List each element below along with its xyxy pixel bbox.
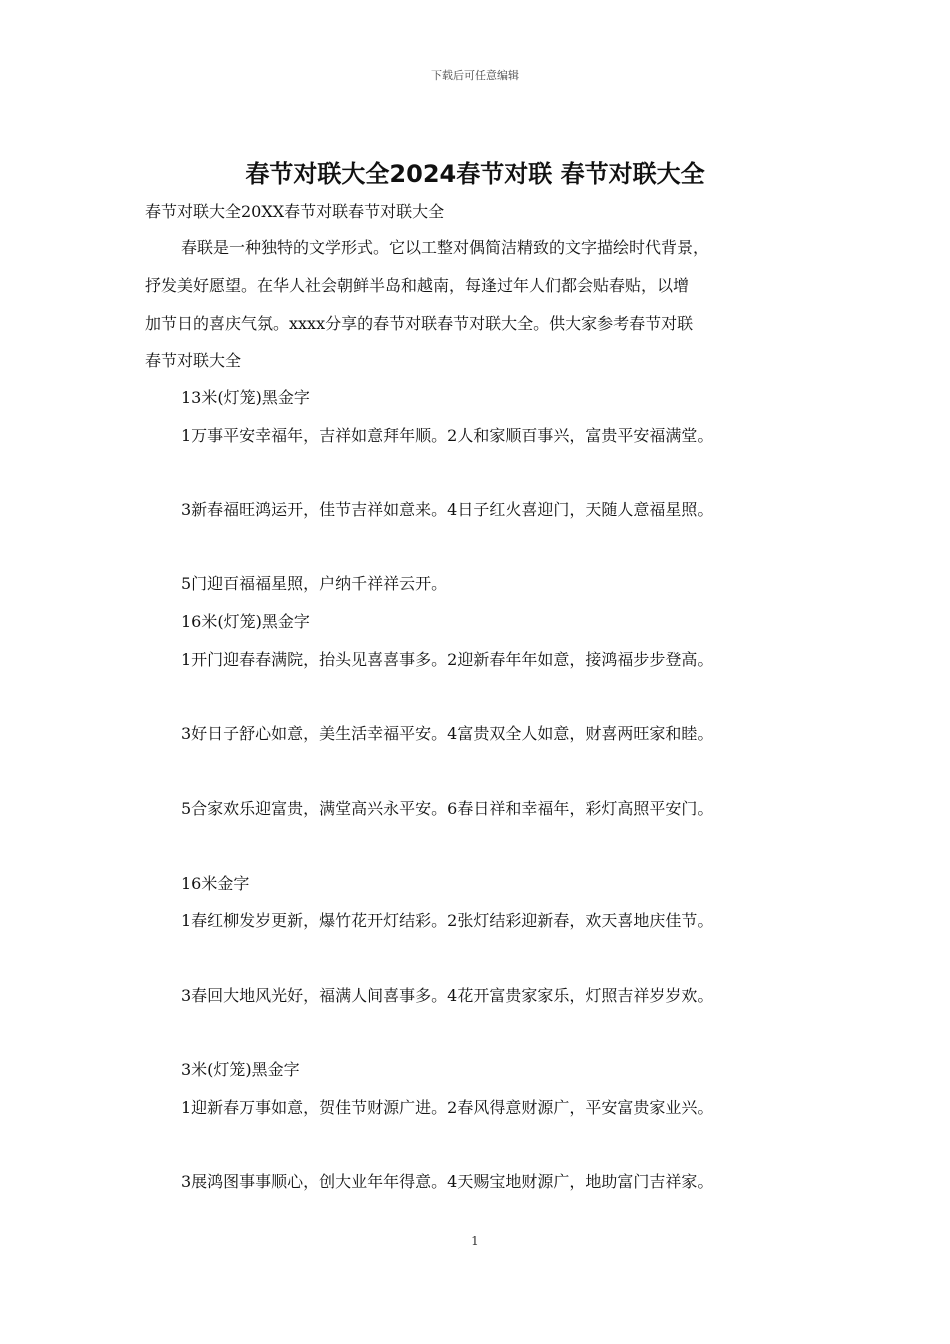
section-heading: 3米(灯笼)黑金字 bbox=[181, 1060, 300, 1079]
section-heading: 16米金字 bbox=[181, 874, 250, 893]
couplet-line: 5门迎百福福星照，户纳千祥祥云开。 bbox=[181, 574, 448, 593]
couplet-line: 3新春福旺鸿运开，佳节吉祥如意来。4日子红火喜迎门，天随人意福星照。 bbox=[181, 500, 714, 519]
section-heading: 13米(灯笼)黑金字 bbox=[181, 388, 310, 407]
section-heading: 16米(灯笼)黑金字 bbox=[181, 612, 310, 631]
couplet-line: 1迎新春万事如意，贺佳节财源广进。2春风得意财源广，平安富贵家业兴。 bbox=[181, 1098, 714, 1117]
couplet-line: 1万事平安幸福年，吉祥如意拜年顺。2人和家顺百事兴，富贵平安福满堂。 bbox=[181, 426, 714, 445]
intro-line: 春联是一种独特的文学形式。它以工整对偶简洁精致的文字描绘时代背景， bbox=[181, 238, 710, 257]
page-header-note: 下载后可任意编辑 bbox=[431, 69, 519, 82]
couplet-line: 5合家欢乐迎富贵，满堂高兴永平安。6春日祥和幸福年，彩灯高照平安门。 bbox=[181, 799, 714, 818]
couplet-line: 3春回大地风光好，福满人间喜事多。4花开富贵家家乐，灯照吉祥岁岁欢。 bbox=[181, 986, 714, 1005]
document-subtitle: 春节对联大全20XX春节对联春节对联大全 bbox=[145, 202, 445, 221]
intro-line: 春节对联大全 bbox=[145, 351, 242, 370]
intro-line: 加节日的喜庆气氛。xxxx分享的春节对联春节对联大全。供大家参考春节对联 bbox=[145, 314, 694, 333]
page-number: 1 bbox=[471, 1234, 479, 1248]
document-title: 春节对联大全2024春节对联 春节对联大全 bbox=[245, 160, 705, 188]
couplet-line: 1开门迎春春满院，抬头见喜喜事多。2迎新春年年如意，接鸿福步步登高。 bbox=[181, 650, 714, 669]
intro-line: 抒发美好愿望。在华人社会朝鲜半岛和越南，每逢过年人们都会贴春贴，以增 bbox=[145, 276, 690, 295]
couplet-line: 3展鸿图事事顺心，创大业年年得意。4天赐宝地财源广，地助富门吉祥家。 bbox=[181, 1172, 714, 1191]
couplet-line: 3好日子舒心如意，美生活幸福平安。4富贵双全人如意，财喜两旺家和睦。 bbox=[181, 724, 714, 743]
couplet-line: 1春红柳发岁更新，爆竹花开灯结彩。2张灯结彩迎新春，欢天喜地庆佳节。 bbox=[181, 911, 714, 930]
